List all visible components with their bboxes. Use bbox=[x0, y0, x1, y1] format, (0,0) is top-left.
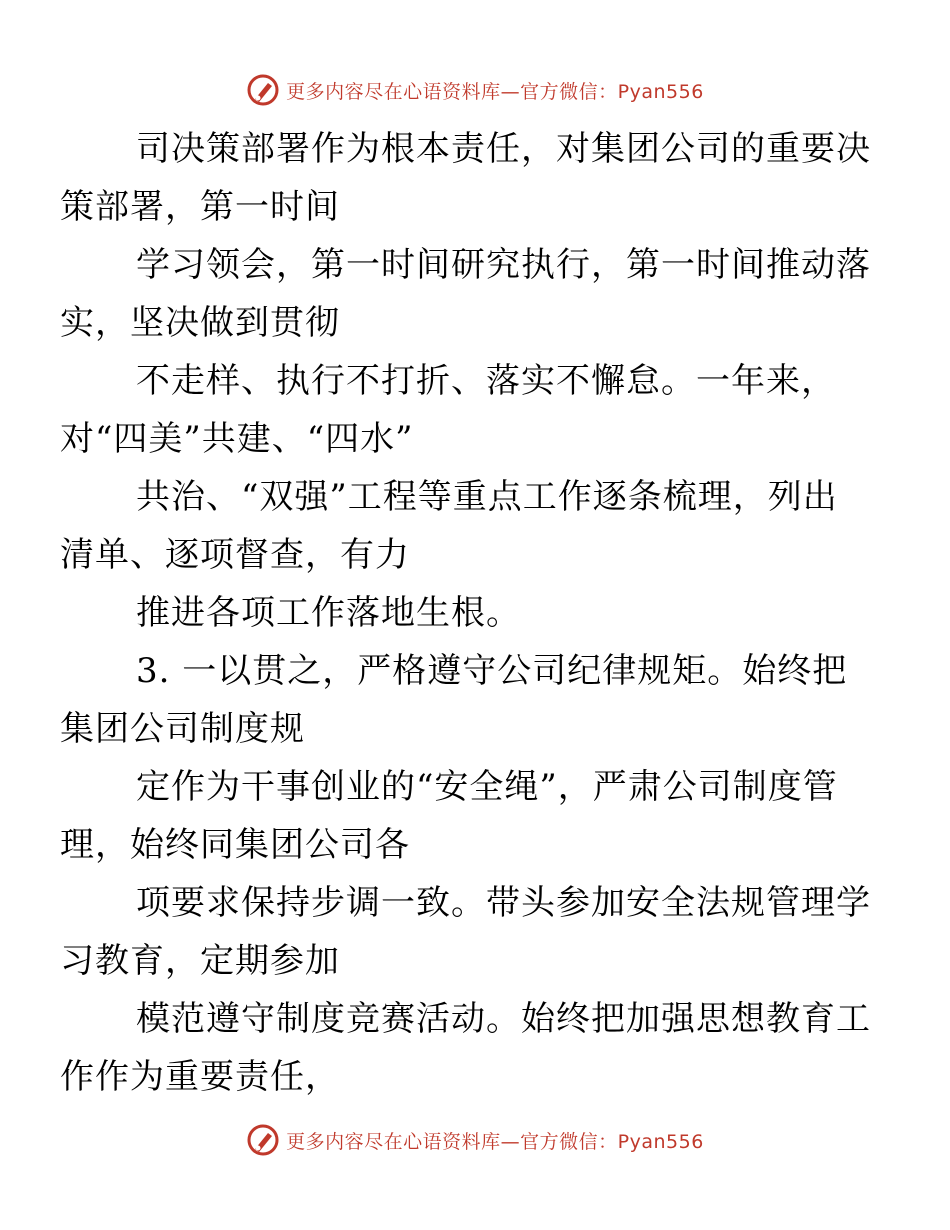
text-line: 共治、“双强”工程等重点工作逐条梳理，列出 bbox=[136, 477, 838, 517]
text-line: 作作为重要责任， bbox=[60, 1057, 340, 1097]
paragraph bbox=[60, 990, 871, 1106]
text-line: 理，始终同集团公司各 bbox=[60, 825, 410, 865]
paragraph bbox=[60, 642, 858, 758]
text-line: 学习领会，第一时间研究执行，第一时间推动落 bbox=[136, 245, 871, 285]
pen-logo-icon bbox=[246, 73, 280, 107]
text-line: 3. 一以贯之，严格遵守公司纪律规矩。始终把 bbox=[136, 651, 848, 691]
paragraph bbox=[60, 236, 871, 352]
paragraph bbox=[98, 584, 858, 642]
text-line: 模范遵守制度竞赛活动。始终把加强思想教育工 bbox=[136, 999, 871, 1039]
text-line: 策部署，第一时间 bbox=[60, 187, 340, 227]
text-line: 不走样、执行不打折、落实不懈怠。一年来， bbox=[136, 361, 836, 401]
paragraph bbox=[60, 758, 858, 874]
footer-watermark bbox=[0, 1120, 950, 1160]
text-line: 定作为干事创业的“安全绳”，严肃公司制度管 bbox=[136, 767, 838, 807]
text-line: 清单、逐项督查，有力 bbox=[60, 535, 410, 575]
watermark-text: 更多内容尽在心语资料库—官方微信：Pyan556 bbox=[286, 80, 704, 103]
paragraph bbox=[60, 874, 871, 990]
text-line: 集团公司制度规 bbox=[60, 709, 305, 749]
pen-logo-icon bbox=[246, 1123, 280, 1157]
text-line: 习教育，定期参加 bbox=[60, 941, 340, 981]
text-line: 司决策部署作为根本责任，对集团公司的重要决 bbox=[136, 129, 871, 169]
document-body bbox=[60, 120, 871, 1106]
text-line: 实，坚决做到贯彻 bbox=[60, 303, 340, 343]
text-line: 项要求保持步调一致。带头参加安全法规管理学 bbox=[136, 883, 871, 923]
paragraph bbox=[60, 120, 871, 236]
paragraph bbox=[60, 468, 858, 584]
text-line: 推进各项工作落地生根。 bbox=[136, 593, 521, 633]
paragraph bbox=[60, 352, 858, 468]
watermark-text: 更多内容尽在心语资料库—官方微信：Pyan556 bbox=[286, 1130, 704, 1153]
header-watermark bbox=[0, 70, 950, 110]
text-line: 对“四美”共建、“四水” bbox=[60, 419, 414, 459]
